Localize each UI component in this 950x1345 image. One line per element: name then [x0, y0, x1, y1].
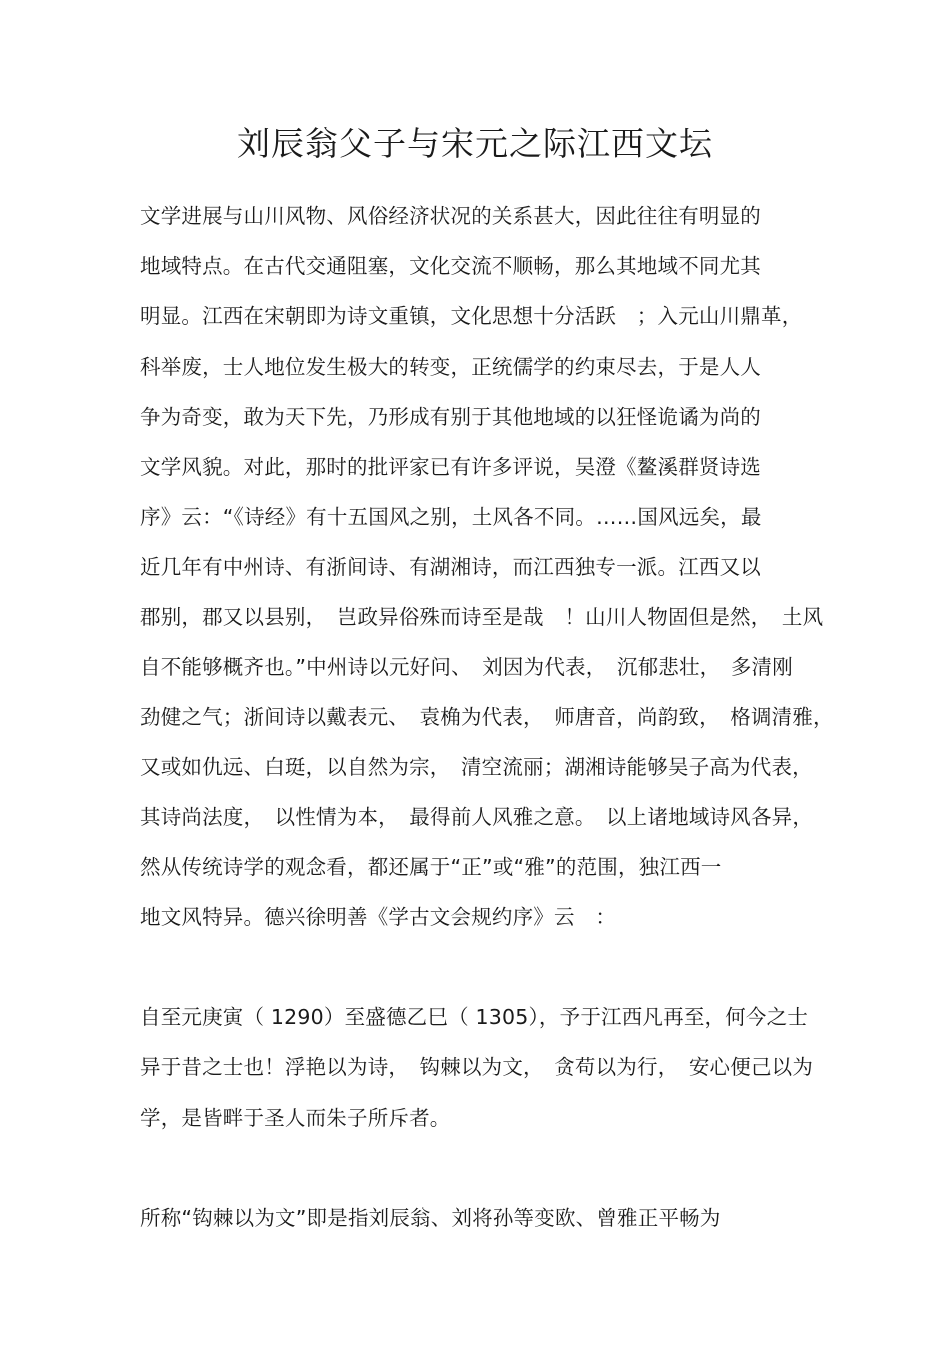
paragraph-1-line-13: 其诗尚法度， 以性情为本， 最得前人风雅之意。 以上诸地域诗风各异， — [140, 805, 814, 829]
paragraph-1-line-7: 序》云：“《诗经》有十五国风之别，土风各不同。……国风远矣，最 — [140, 505, 762, 529]
paragraph-1-line-11: 劲健之气；浙间诗以戴表元、 袁桷为代表， 师唐音，尚韵致， 格调清雅， — [140, 705, 834, 729]
paragraph-1-line-3: 明显。江西在宋朝即为诗文重镇，文化思想十分活跃 ；入元山川鼎革， — [140, 304, 803, 328]
paragraph-1-line-9: 郡别，郡又以县别， 岂政异俗殊而诗至是哉 ！山川人物固但是然， 土风 — [140, 605, 824, 629]
paragraph-2-line-1: 自至元庚寅（ 1290）至盛德乙巳（ 1305），予于江西凡再至，何今之士 — [140, 1005, 809, 1029]
document-title: 刘辰翁父子与宋元之际江西文坛 — [237, 124, 713, 163]
paragraph-1-line-12: 又或如仇远、白珽，以自然为宗， 清空流丽；湖湘诗能够吴子高为代表， — [140, 755, 813, 779]
paragraph-1-line-14: 然从传统诗学的观念看，都还属于“正”或“雅”的范围，独江西一 — [140, 855, 722, 879]
paragraph-3-line-1: 所称“钩棘以为文”即是指刘辰翁、刘将孙等变欧、曾雅正平畅为 — [140, 1206, 721, 1230]
paragraph-1-line-15: 地文风特异。德兴徐明善《学古文会规约序》云 ： — [140, 905, 617, 929]
paragraph-1-line-6: 文学风貌。对此，那时的批评家已有许多评说，吴澄《鳌溪群贤诗选 — [140, 455, 761, 479]
paragraph-1-line-8: 近几年有中州诗、有浙间诗、有湖湘诗，而江西独专一派。江西又以 — [140, 555, 761, 579]
paragraph-2-line-2: 异于昔之士也！浮艳以为诗， 钩棘以为文， 贪苟以为行， 安心便己以为 — [140, 1055, 814, 1079]
paragraph-1-line-2: 地域特点。在古代交通阻塞，文化交流不顺畅，那么其地域不同尤其 — [140, 254, 761, 278]
paragraph-1-line-4: 科举废，士人地位发生极大的转变，正统儒学的约束尽去，于是人人 — [140, 355, 761, 379]
paragraph-1-line-1: 文学进展与山川风物、风俗经济状况的关系甚大，因此往往有明显的 — [140, 204, 761, 228]
paragraph-1-line-5: 争为奇变，敢为天下先，乃形成有别于其他地域的以狂怪诡谲为尚的 — [140, 405, 761, 429]
paragraph-2-line-3: 学，是皆畔于圣人而朱子所斥者。 — [140, 1106, 451, 1130]
paragraph-1-line-10: 自不能够概齐也。”中州诗以元好问、 刘因为代表， 沉郁悲壮， 多清刚 — [140, 655, 793, 679]
